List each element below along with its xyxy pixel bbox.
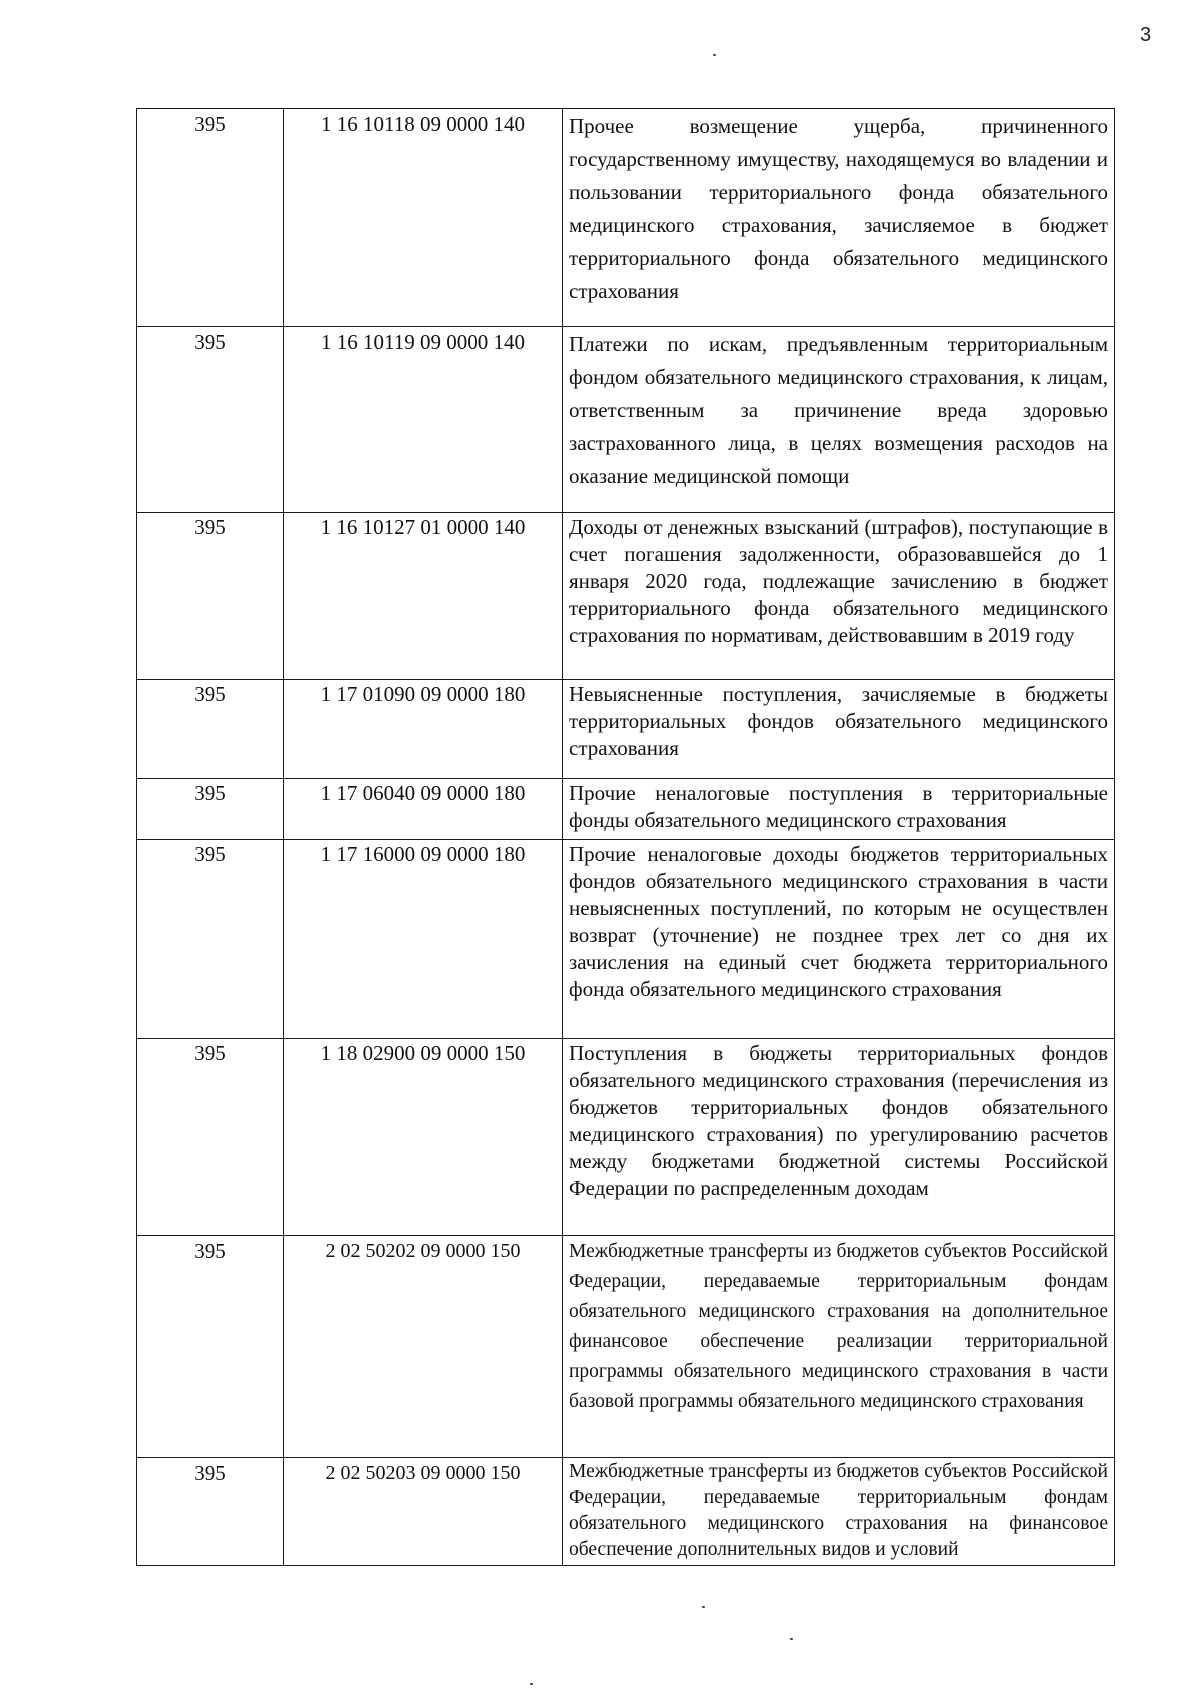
- budget-code-cell: 1 16 10127 01 0000 140: [284, 513, 563, 680]
- budget-code-cell: 2 02 50202 09 0000 150: [284, 1236, 563, 1458]
- description-cell: Прочее возмещение ущерба, причиненного государственному имуществу, находящемуся во владении и пользовании территориального фонда обязательного медицинского страхования, зачисляемое в бюджет территориального фонда обязательного медицинского страхования: [563, 109, 1115, 327]
- table-row: [137, 1236, 1115, 1458]
- budget-code-cell: 1 17 01090 09 0000 180: [284, 680, 563, 779]
- description-cell: Платежи по искам, предъявленным территориальным фондом обязательного медицинского страхования, к лицам, ответственным за причинение вреда здоровью застрахованного лица, в целях возмещения расходов на оказание медицинской помощи: [563, 327, 1115, 513]
- budget-classification-table: [136, 108, 1115, 1566]
- scan-speck: [713, 54, 716, 56]
- table-row: [137, 327, 1115, 513]
- budget-code-cell: 2 02 50203 09 0000 150: [284, 1458, 563, 1566]
- budget-code-cell: 1 16 10118 09 0000 140: [284, 109, 563, 327]
- admin-code-cell: 395: [137, 1458, 284, 1566]
- description-cell: Прочие неналоговые доходы бюджетов территориальных фондов обязательного медицинского страхования в части невыясненных поступлений, по которым не осуществлен возврат (уточнение) не позднее трех лет со дня их зачисления на единый счет бюджета территориального фонда обязательного медицинского страхования: [563, 840, 1115, 1039]
- admin-code-cell: 395: [137, 1039, 284, 1236]
- budget-code-cell: 1 18 02900 09 0000 150: [284, 1039, 563, 1236]
- budget-code-cell: 1 17 06040 09 0000 180: [284, 779, 563, 840]
- table-row: [137, 513, 1115, 680]
- description-cell: Межбюджетные трансферты из бюджетов субъектов Российской Федерации, передаваемые территориальным фондам обязательного медицинского страхования на дополнительное финансовое обеспечение реализации территориальной программы обязательного медицинского страхования в части базовой программы обязательного медицинского страхования: [563, 1236, 1115, 1458]
- description-cell: Невыясненные поступления, зачисляемые в бюджеты территориальных фондов обязательного медицинского страхования: [563, 680, 1115, 779]
- table-row: [137, 109, 1115, 327]
- table-row: [137, 840, 1115, 1039]
- admin-code-cell: 395: [137, 1236, 284, 1458]
- description-cell: Доходы от денежных взысканий (штрафов), поступающие в счет погашения задолженности, образовавшейся до 1 января 2020 года, подлежащие зачислению в бюджет территориального фонда обязательного медицинского страхования по нормативам, действовавшим в 2019 году: [563, 513, 1115, 680]
- budget-code-cell: 1 16 10119 09 0000 140: [284, 327, 563, 513]
- admin-code-cell: 395: [137, 513, 284, 680]
- budget-code-cell: 1 17 16000 09 0000 180: [284, 840, 563, 1039]
- table-row: [137, 1039, 1115, 1236]
- description-cell: Прочие неналоговые поступления в территориальные фонды обязательного медицинского страхования: [563, 779, 1115, 840]
- table-row: [137, 779, 1115, 840]
- scan-speck: [790, 1638, 793, 1640]
- scan-speck: [702, 1606, 705, 1608]
- admin-code-cell: 395: [137, 840, 284, 1039]
- admin-code-cell: 395: [137, 680, 284, 779]
- admin-code-cell: 395: [137, 109, 284, 327]
- description-cell: Поступления в бюджеты территориальных фондов обязательного медицинского страхования (перечисления из бюджетов территориальных фондов обязательного медицинского страхования) по урегулированию расчетов между бюджетами бюджетной системы Российской Федерации по распределенным доходам: [563, 1039, 1115, 1236]
- table-row: [137, 680, 1115, 779]
- page-number: 3: [1140, 24, 1152, 46]
- admin-code-cell: 395: [137, 779, 284, 840]
- scan-speck: [530, 1683, 533, 1685]
- admin-code-cell: 395: [137, 327, 284, 513]
- table-row: [137, 1458, 1115, 1566]
- description-cell: Межбюджетные трансферты из бюджетов субъектов Российской Федерации, передаваемые территориальным фондам обязательного медицинского страхования на финансовое обеспечение дополнительных видов и условий: [563, 1458, 1115, 1566]
